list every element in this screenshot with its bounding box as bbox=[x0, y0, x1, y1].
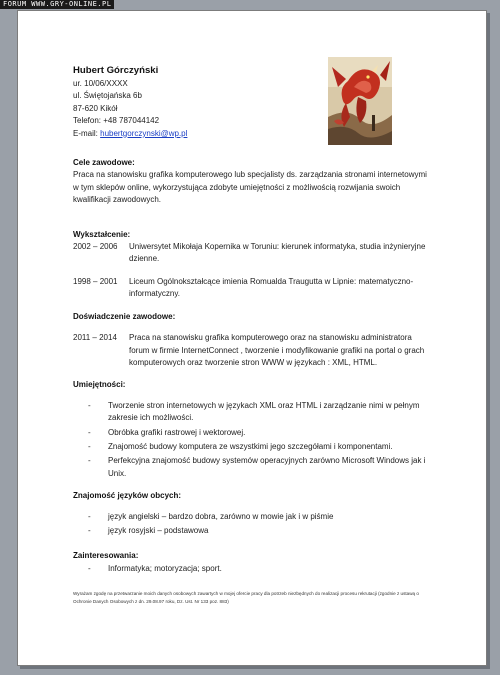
list-item: - Znajomość budowy komputera ze wszystkimi jego szczegółami i komponentami. bbox=[73, 441, 433, 453]
experience-date: 2011 – 2014 bbox=[73, 333, 117, 343]
goals-text: Praca na stanowisku grafika komputerowego lub specjalisty ds. zarządzania stronami internetowymi w tym sklepów online, wykorzystująca zdobyte umiejętności z możliwością rozwijania swoich kwalifikacji zawodowych. bbox=[73, 170, 427, 205]
bullet-dash: - bbox=[88, 400, 91, 410]
interests-list bbox=[73, 563, 433, 575]
person-name: Hubert Górczyński bbox=[73, 65, 159, 76]
education-item bbox=[73, 276, 433, 301]
interests-title: Zainteresowania: bbox=[73, 551, 139, 561]
goals-title: Cele zawodowe: bbox=[73, 158, 135, 168]
list-item: - Perfekcyjna znajomość budowy systemów operacyjnych zarówno Microsoft Windows jak i Unix. bbox=[73, 455, 433, 480]
email-line bbox=[73, 128, 433, 140]
education-item bbox=[73, 241, 433, 266]
bullet-dash: - bbox=[88, 563, 91, 573]
education-date: 2002 – 2006 bbox=[73, 242, 118, 252]
experience-desc: Praca na stanowisku grafika komputerowego oraz na stanowisku administratora forum w firmie InternetConnect , tworzenie i modyfikowanie grafiki na portal o grach komputerowych oraz tworzenie stron WWW w językach : XML, HTML. bbox=[129, 333, 425, 367]
consent-clause: Wyrażam zgodę na przetwarzanie moich danych osobowych zawartych w mojej ofercie pracy dla potrzeb niezbędnych do realizacji procesu rekrutacji (zgodnie z ustawą o Ochronie Danych Osobowych z dn. 29.08.97 roku, Dz. Ust. Nr 133 poz. 883) bbox=[73, 591, 419, 604]
email-label: E-mail: bbox=[73, 128, 101, 138]
bullet-dash: - bbox=[88, 456, 91, 466]
skills-list bbox=[73, 400, 433, 480]
bullet-dash: - bbox=[88, 427, 91, 437]
education-title: Wykształcenie: bbox=[73, 229, 131, 239]
list-item: - Obróbka grafiki rastrowej i wektorowej. bbox=[73, 427, 433, 439]
list-item: - Informatyka; motoryzacja; sport. bbox=[73, 563, 433, 575]
phone: Telefon: +48 787044142 bbox=[73, 116, 160, 126]
bullet-dash: - bbox=[88, 441, 91, 451]
education-date: 1998 – 2001 bbox=[73, 276, 118, 286]
birth-date: ur. 10/06/XXXX bbox=[73, 79, 128, 88]
bullet-dash: - bbox=[88, 525, 91, 535]
address-street: ul. Świętojańska 6b bbox=[73, 91, 142, 101]
bullet-dash: - bbox=[88, 511, 91, 521]
document-page bbox=[17, 10, 487, 666]
experience-item bbox=[73, 332, 433, 369]
experience-title: Doświadczenie zawodowe: bbox=[73, 311, 176, 321]
skills-title: Umiejętności: bbox=[73, 380, 126, 390]
education-desc: Liceum Ogólnokształcące imienia Romualda Traugutta w Lipnie: matematyczno-informatyczny. bbox=[129, 276, 414, 299]
list-item: - język rosyjski – podstawowa bbox=[73, 525, 433, 537]
languages-list bbox=[73, 511, 433, 538]
forum-watermark: FORUM WWW.GRY-ONLINE.PL bbox=[0, 0, 114, 9]
address-city: 87-620 Kikół bbox=[73, 103, 118, 113]
languages-title: Znajomość języków obcych: bbox=[73, 491, 182, 501]
list-item: - Tworzenie stron internetowych w językach XML oraz HTML i zarządzanie nimi w pełnym zakresie ich możliwości. bbox=[73, 400, 433, 425]
cv-content bbox=[73, 64, 433, 605]
education-desc: Uniwersytet Mikołaja Kopernika w Toruniu: kierunek informatyka, studia inżynieryjne dzienne. bbox=[129, 242, 426, 264]
list-item: - język angielski – bardzo dobra, zarówno w mowie jak i w piśmie bbox=[73, 511, 433, 523]
email-link[interactable]: hubertgorczynski@wp.pl bbox=[100, 128, 188, 138]
